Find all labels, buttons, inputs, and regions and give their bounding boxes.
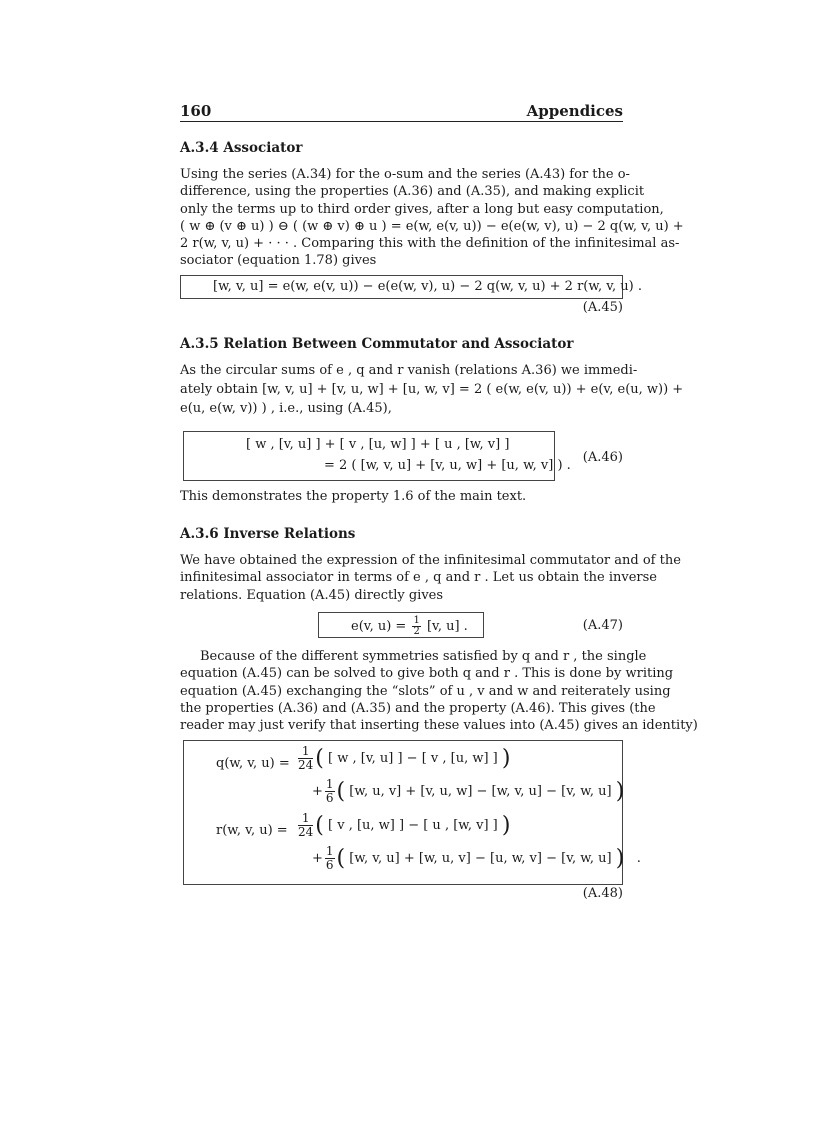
text-line: the properties (A.36) and (A.35) and the property (A.46). This gives (the bbox=[180, 700, 656, 716]
paragraph-demonstrates: This demonstrates the property 1.6 of the main text. bbox=[180, 489, 527, 504]
fraction-1-6 bbox=[325, 845, 335, 872]
text-line: relations. Equation (A.45) directly gives bbox=[180, 587, 444, 603]
equation-r-body1: [ v , [u, w] ] − [ u , [w, v] ] bbox=[328, 818, 498, 833]
equation-r-lhs: r(w, v, u) = bbox=[216, 823, 288, 838]
equation-box-a46 bbox=[183, 431, 571, 481]
equation-q-term2 bbox=[312, 778, 624, 805]
fraction-numerator: 1 bbox=[298, 745, 313, 759]
fraction-numerator: 1 bbox=[413, 615, 420, 626]
plus-sign: + bbox=[312, 784, 323, 799]
text-line: difference, using the properties (A.36) and (A.35), and making explicit bbox=[180, 184, 645, 200]
equation-a47-lhs: e(v, u) = bbox=[351, 619, 407, 634]
paren-open: ( bbox=[315, 746, 324, 771]
text-line: Because of the different symmetries satisfied by q and r , the single bbox=[200, 649, 647, 664]
equation-a46-line1: [ w , [v, u] ] + [ v , [u, w] ] + [ u , [w, v] ] bbox=[246, 437, 510, 452]
equation-a45: [w, v, u] = e(w, e(v, u)) − e(e(w, v), u) − 2 q(w, v, u) + 2 r(w, v, u) . bbox=[213, 279, 642, 294]
equation-tag-a48: (A.48) bbox=[582, 886, 623, 901]
equation-tag-a46: (A.46) bbox=[582, 450, 623, 465]
equation-r-term2: + $\frac{1}{6}$ ( [w, v, u] + [w, u, v] − [u, w, v] − [v, w, u] ) . bbox=[312, 844, 641, 872]
text-line: equation (A.45) exchanging the “slots” of u , v and w and reiterately using bbox=[180, 683, 671, 699]
equation-tag-a47: (A.47) bbox=[582, 618, 623, 633]
paren-close: ) bbox=[615, 846, 625, 871]
paren-open: ( bbox=[315, 813, 324, 838]
equation-q-lhs: q(w, v, u) = bbox=[216, 756, 290, 771]
equation-box-a48 bbox=[183, 740, 641, 885]
equation-box-a45 bbox=[180, 275, 642, 299]
text-line: reader may just verify that inserting these values into (A.45) gives an identity) bbox=[180, 718, 698, 734]
text-line: As the circular sums of e , q and r vanish (relations A.36) we immedi- bbox=[180, 363, 638, 378]
paren-open: ( bbox=[336, 846, 346, 871]
equation-a46-line2: = 2 ( [w, v, u] + [v, u, w] + [u, w, v] ) . bbox=[324, 458, 571, 473]
equation-r-term1 bbox=[296, 812, 510, 839]
page-number: 160 bbox=[180, 102, 212, 120]
plus-sign: + bbox=[312, 851, 323, 866]
fraction-1-24 bbox=[298, 745, 313, 772]
fraction-numerator: 1 bbox=[298, 812, 313, 826]
fraction-denominator: 6 bbox=[325, 791, 334, 805]
paren-close: ) bbox=[501, 813, 511, 838]
equation-q-body2: [w, u, v] + [v, u, w] − [w, v, u] − [v, w, u] bbox=[349, 784, 612, 799]
text-line: only the terms up to third order gives, after a long but easy computation, bbox=[180, 201, 664, 217]
header-rule bbox=[180, 121, 623, 122]
text-line: e(u, e(w, v)) ) , i.e., using (A.45), bbox=[180, 401, 392, 416]
running-title: Appendices bbox=[526, 102, 623, 120]
equation-r-body2: [w, v, u] + [w, u, v] − [u, w, v] − [v, w, u] bbox=[349, 851, 612, 866]
fraction-denominator: 24 bbox=[298, 825, 314, 839]
fraction-1-6 bbox=[325, 778, 335, 805]
text-line: equation (A.45) can be solved to give both q and r . This is done by writing bbox=[180, 666, 674, 682]
paragraph-symmetries bbox=[180, 648, 698, 734]
fraction-half bbox=[412, 616, 420, 637]
paren-open: ( bbox=[336, 779, 346, 804]
paragraph-associator bbox=[180, 166, 684, 270]
equation-a47-rhs: [v, u] . bbox=[426, 619, 468, 634]
fraction-denominator: 6 bbox=[325, 858, 334, 872]
fraction-denominator: 2 bbox=[413, 626, 420, 637]
text-line: infinitesimal associator in terms of e , q and r . Let us obtain the inverse bbox=[180, 570, 657, 586]
section-heading-relation: A.3.5 Relation Between Commutator and Associator bbox=[180, 336, 574, 352]
fraction-denominator: 24 bbox=[298, 758, 314, 772]
text-line: sociator (equation 1.78) gives bbox=[180, 253, 377, 269]
fraction-numerator: 1 bbox=[325, 844, 334, 858]
text-line-formula: ( w ⊕ (v ⊕ u) ) ⊖ ( (w ⊕ v) ⊕ u ) = e(w, e(v, u)) − e(e(w, v), u) − 2 q(w, v, u) + bbox=[180, 218, 684, 234]
equation-q-body1: [ w , [v, u] ] − [ v , [u, w] ] bbox=[328, 751, 498, 766]
paren-close: ) bbox=[615, 779, 625, 804]
equation-a47 bbox=[351, 616, 468, 637]
text-line: Using the series (A.34) for the o-sum and the series (A.43) for the o- bbox=[180, 167, 630, 182]
fraction-1-24 bbox=[298, 812, 313, 839]
section-heading-associator: A.3.4 Associator bbox=[180, 140, 303, 156]
paren-close: ) bbox=[501, 746, 511, 771]
paragraph-inverse bbox=[180, 552, 681, 604]
fraction-numerator: 1 bbox=[325, 777, 334, 791]
text-line: We have obtained the expression of the infinitesimal commutator and of the bbox=[180, 553, 681, 568]
paragraph-relation bbox=[180, 361, 684, 418]
equation-tag-a45: (A.45) bbox=[582, 300, 623, 315]
equation-box-a47 bbox=[318, 612, 484, 638]
section-heading-inverse: A.3.6 Inverse Relations bbox=[180, 526, 356, 542]
text-line: 2 r(w, v, u) + · · · . Comparing this with the definition of the infinitesimal as- bbox=[180, 236, 680, 252]
text-line: ately obtain [w, v, u] + [v, u, w] + [u, w, v] = 2 ( e(w, e(v, u)) + e(v, e(u, w)) + bbox=[180, 382, 684, 397]
equation-q-term1 bbox=[296, 745, 510, 772]
